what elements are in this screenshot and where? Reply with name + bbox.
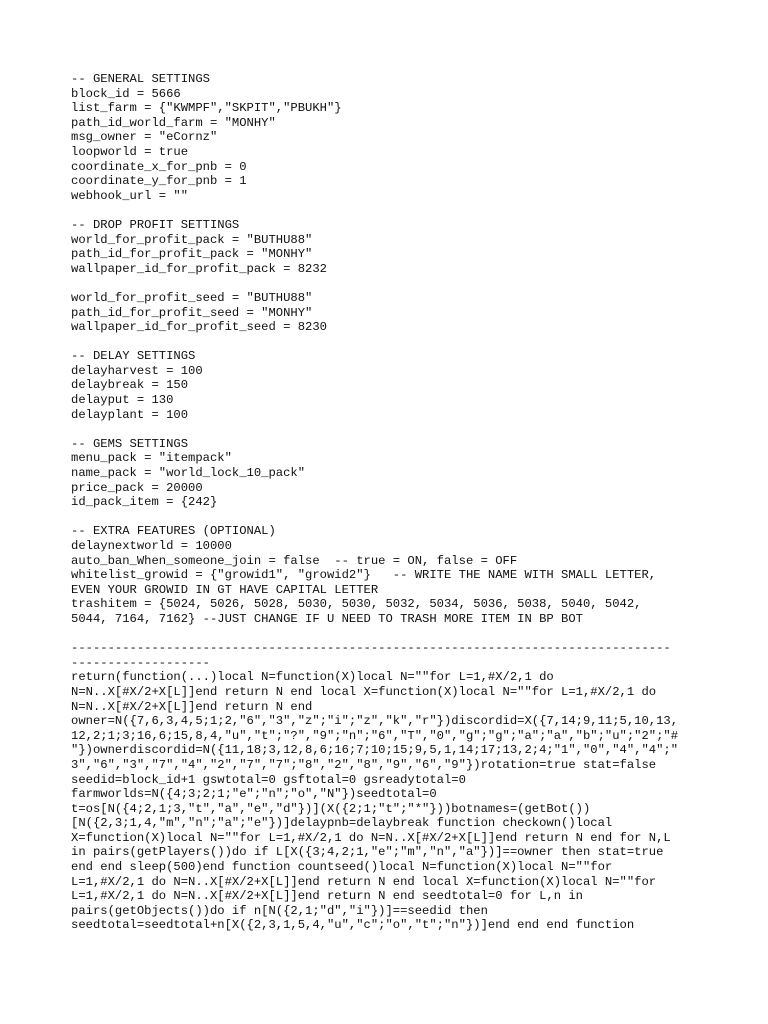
settings-line: loopworld = true xyxy=(71,144,189,159)
settings-section xyxy=(71,72,707,670)
code-line: L=1,#X/2,1 do N=N..X[#X/2+X[L]]end return N end seedtotal=0 for L,n in xyxy=(71,889,583,904)
code-line: end end sleep(500)end function countseed()local N=function(X)local N=""for xyxy=(71,860,613,875)
settings-line: menu_pack = "itempack" xyxy=(71,451,232,466)
settings-line: world_for_profit_pack = "BUTHU88" xyxy=(71,232,313,247)
settings-line xyxy=(71,335,707,350)
settings-line: coordinate_x_for_pnb = 0 xyxy=(71,159,247,174)
settings-line: 5044, 7164, 7162} --JUST CHANGE IF U NEED TO TRASH MORE ITEM IN BP BOT xyxy=(71,611,583,626)
settings-line: delaynextworld = 10000 xyxy=(71,539,232,553)
settings-line: coordinate_y_for_pnb = 1 xyxy=(71,174,247,189)
settings-line: ---------------------------------------------------------------------------------- xyxy=(71,641,671,656)
settings-line: -- GEMS SETTINGS xyxy=(71,436,189,451)
settings-line: msg_owner = "eCornz" xyxy=(71,130,218,145)
settings-line: block_id = 5666 xyxy=(71,86,181,101)
settings-line: ------------------- xyxy=(71,655,210,670)
settings-line xyxy=(71,203,707,218)
code-line: 12,2;1;3;16,6;15,8,4,"u","t";"?","9";"n";"6","T","0","g";"g";"a";"a","b";"u";"2";"# xyxy=(71,728,679,743)
document-page xyxy=(71,72,707,933)
code-line: L=1,#X/2,1 do N=N..X[#X/2+X[L]]end return N end local X=function(X)local N=""for xyxy=(71,874,657,889)
code-line: in pairs(getPlayers())do if L[X({3;4,2;1,"e";"m","n","a"})]==owner then stat=true xyxy=(71,845,664,860)
settings-line: trashitem = {5024, 5026, 5028, 5030, 5030, 5032, 5034, 5036, 5038, 5040, 5042, xyxy=(71,597,642,612)
settings-line: list_farm = {"KWMPF","SKPIT","PBUKH"} xyxy=(71,101,342,116)
settings-line: auto_ban_When_someone_join = false -- true = ON, false = OFF xyxy=(71,553,518,568)
code-line: "})ownerdiscordid=N({11,18;3,12,8,6;16;7;10;15;9,5,1,14;17;13,2;4;"1","0","4","4";" xyxy=(71,743,679,758)
settings-line xyxy=(71,422,707,437)
settings-line: path_id_for_profit_seed = "MONHY" xyxy=(71,305,313,320)
settings-line: name_pack = "world_lock_10_pack" xyxy=(71,466,306,481)
code-line: [N({2,3;1,4,"m","n";"a";"e"})]delaypnb=delaybreak function checkown()local xyxy=(71,816,613,831)
settings-line: -- EXTRA FEATURES (OPTIONAL) xyxy=(71,524,276,539)
settings-line: delayput = 130 xyxy=(71,393,174,408)
settings-line: -- GENERAL SETTINGS xyxy=(71,72,210,86)
settings-line: wallpaper_id_for_profit_pack = 8232 xyxy=(71,261,327,276)
settings-line: EVEN YOUR GROWID IN GT HAVE CAPITAL LETTER xyxy=(71,582,379,597)
code-line: 3","6","3","7","4","2","7","7";"8","2","8","9","6","9"})rotation=true stat=false xyxy=(71,757,657,772)
code-line: t=os[N({4;2,1;3,"t","a","e","d"})](X({2;1;"t";"*"}))botnames=(getBot()) xyxy=(71,801,591,816)
settings-line: webhook_url = "" xyxy=(71,188,189,203)
settings-line xyxy=(71,276,707,291)
settings-line: wallpaper_id_for_profit_seed = 8230 xyxy=(71,320,327,335)
settings-line xyxy=(71,627,707,642)
code-line: seedtotal=seedtotal+n[X({2,3,1,5,4,"u","c";"o","t";"n"})]end end end function xyxy=(71,918,635,933)
settings-line: path_id_for_profit_pack = "MONHY" xyxy=(71,247,313,262)
code-line: X=function(X)local N=""for L=1,#X/2,1 do N=N..X[#X/2+X[L]]end return N end for N,L xyxy=(71,830,671,845)
code-line: seedid=block_id+1 gswtotal=0 gsftotal=0 gsreadytotal=0 xyxy=(71,772,466,787)
settings-line: -- DROP PROFIT SETTINGS xyxy=(71,217,240,232)
settings-line: id_pack_item = {242} xyxy=(71,495,218,510)
settings-line: delayplant = 100 xyxy=(71,407,189,422)
settings-line: world_for_profit_seed = "BUTHU88" xyxy=(71,290,313,305)
settings-line: delaybreak = 150 xyxy=(71,378,189,393)
code-line: N=N..X[#X/2+X[L]]end return N end xyxy=(71,699,313,714)
settings-line: delayharvest = 100 xyxy=(71,363,203,378)
obfuscated-code-section xyxy=(71,670,707,933)
settings-line: price_pack = 20000 xyxy=(71,480,203,495)
settings-line: -- DELAY SETTINGS xyxy=(71,349,196,364)
code-line: pairs(getObjects())do if n[N({2,1;"d","i"})]==seedid then xyxy=(71,903,488,918)
code-line: N=N..X[#X/2+X[L]]end return N end local X=function(X)local N=""for L=1,#X/2,1 do xyxy=(71,684,657,699)
settings-line: path_id_world_farm = "MONHY" xyxy=(71,115,276,130)
code-line: owner=N({7,6,3,4,5;1;2,"6","3","z";"i";"z","k","r"})discordid=X({7,14;9,11;5,10,13, xyxy=(71,714,679,729)
settings-line: whitelist_growid = {"growid1", "growid2"} -- WRITE THE NAME WITH SMALL LETTER, xyxy=(71,568,657,583)
settings-line xyxy=(71,510,707,525)
code-line: return(function(...)local N=function(X)local N=""for L=1,#X/2,1 do xyxy=(71,670,554,685)
code-line: farmworlds=N({4;3;2;1;"e";"n";"o","N"})seedtotal=0 xyxy=(71,787,437,802)
